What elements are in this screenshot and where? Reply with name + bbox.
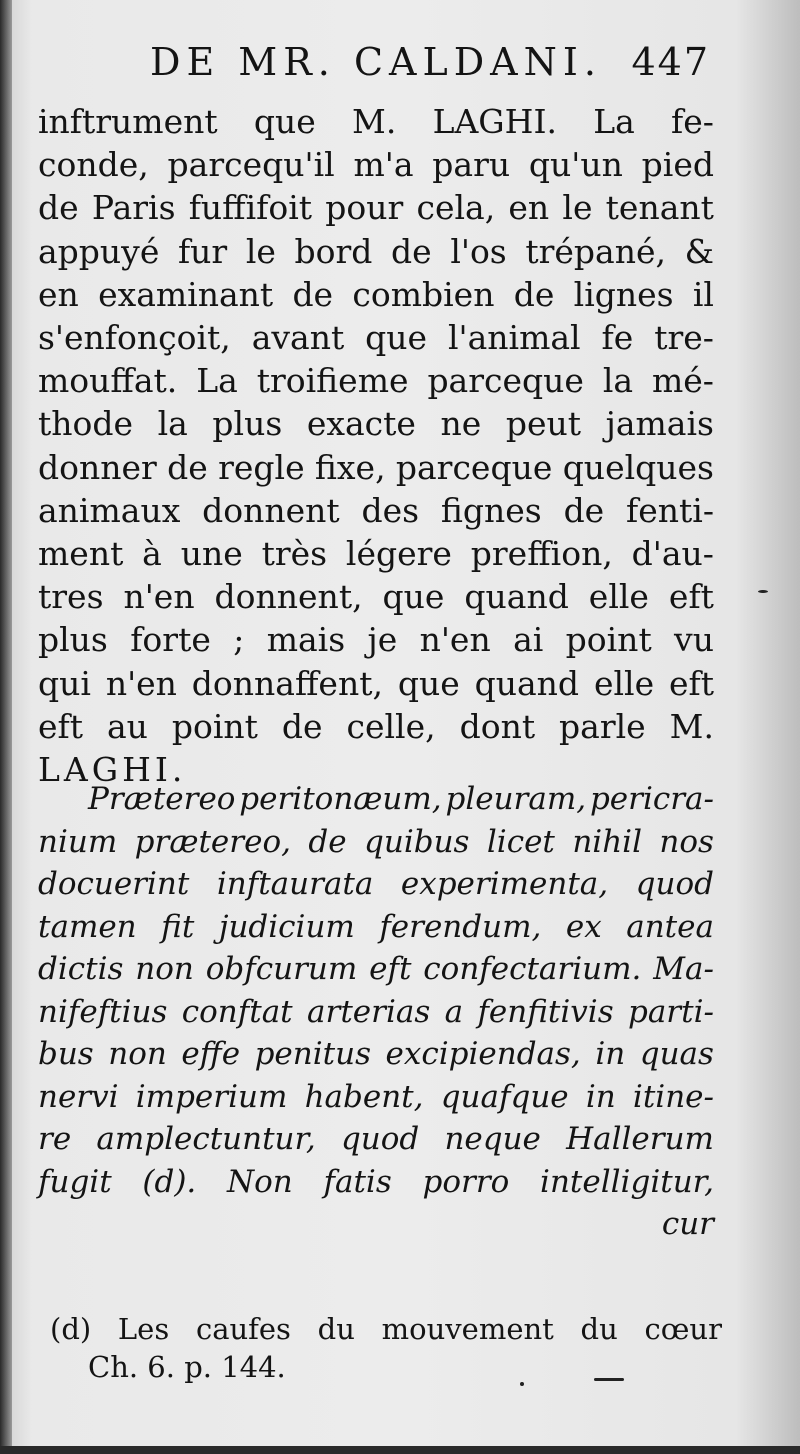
page-bottom-edge <box>0 1446 800 1454</box>
word: ai <box>513 620 544 660</box>
catchword-line <box>38 1203 714 1246</box>
word: fixe, <box>314 447 386 487</box>
word: thode <box>38 404 134 444</box>
word: ex <box>565 908 602 945</box>
word: quafque <box>440 1078 569 1115</box>
word: tre- <box>654 318 714 358</box>
word: cela, <box>416 188 496 228</box>
line-text: LAGHI. <box>38 750 187 790</box>
word: animaux <box>38 490 181 530</box>
word: donnaffent, <box>191 663 383 703</box>
word: l'os <box>450 231 507 271</box>
word: fugit <box>38 1163 112 1200</box>
text-line <box>38 1161 714 1204</box>
footnote <box>50 1310 722 1386</box>
word: habent, <box>304 1078 424 1115</box>
word: vu <box>674 620 714 660</box>
word: quod <box>340 1121 420 1157</box>
word: penitus <box>254 1036 371 1072</box>
word: & <box>684 231 714 271</box>
footnote-text: Ch. 6. p. 144. <box>88 1350 286 1384</box>
text-line <box>38 618 714 661</box>
word: pleuram, <box>445 781 587 817</box>
word: eft <box>38 706 84 746</box>
word: intelligitur, <box>540 1163 714 1200</box>
word: n'en <box>123 577 195 617</box>
word: jamais <box>605 404 714 444</box>
word: tres <box>38 577 104 617</box>
word: donner <box>38 447 157 487</box>
word: de <box>292 274 334 314</box>
word: docuerint <box>38 866 190 902</box>
word: caufes <box>195 1312 291 1346</box>
word: donnent <box>202 490 340 530</box>
word: inftaurata <box>216 866 374 902</box>
word: Ma- <box>653 951 714 987</box>
word: m'a <box>353 145 414 185</box>
word: M. <box>669 706 714 746</box>
word: M. <box>352 102 397 141</box>
text-line <box>38 662 714 705</box>
word: pericra- <box>589 781 714 817</box>
text-line <box>38 575 714 618</box>
word: (d) <box>50 1312 92 1346</box>
word: Non <box>227 1163 293 1200</box>
word: de <box>391 231 432 271</box>
word: très <box>261 534 328 574</box>
word: parceque <box>395 447 553 487</box>
word: de <box>281 706 323 746</box>
word: des <box>361 490 420 530</box>
text-line <box>38 273 714 316</box>
word: du <box>317 1312 355 1346</box>
word: ; <box>233 620 245 660</box>
page-gutter-shadow <box>0 0 12 1454</box>
word: Paris <box>91 188 176 228</box>
word: elle <box>593 663 655 703</box>
text-line <box>38 532 714 575</box>
word: point <box>565 620 652 660</box>
word: bord <box>294 231 373 271</box>
word: eft <box>369 951 412 987</box>
word: parceque <box>427 361 584 401</box>
word: lignes <box>573 274 674 314</box>
word: qu'un <box>528 145 623 185</box>
word: exacte <box>306 404 416 444</box>
word: plus <box>212 404 283 444</box>
text-line <box>38 359 714 402</box>
word: fatis <box>323 1163 392 1200</box>
text-line <box>38 948 714 991</box>
text-line <box>38 186 714 229</box>
word: d'au- <box>631 534 714 574</box>
running-head: DE MR. CALDANI. <box>150 40 602 84</box>
text-line <box>38 1076 714 1119</box>
word: examinant <box>98 274 274 314</box>
word: eft <box>668 577 714 617</box>
word: que <box>365 318 428 358</box>
word: La <box>593 102 635 141</box>
word: point <box>171 706 258 746</box>
word: en <box>508 188 550 228</box>
word: mouvement <box>381 1312 554 1346</box>
word: nifeftius <box>38 993 168 1030</box>
word: fenfitivis <box>477 993 614 1030</box>
word: fit <box>161 908 195 945</box>
word: inftrument <box>38 102 218 141</box>
word: en <box>38 274 79 314</box>
word: fuffifoit <box>188 188 313 228</box>
word: non <box>108 1036 167 1072</box>
word: peritonæum, <box>239 781 442 817</box>
word: LAGHI. <box>432 102 557 141</box>
page-number: 447 <box>631 40 710 84</box>
ink-speck <box>758 590 768 593</box>
word: imperium <box>135 1078 288 1115</box>
word: porro <box>422 1163 510 1200</box>
word: judicium <box>218 908 355 945</box>
word: Hallerum <box>566 1121 714 1157</box>
word: preffion, <box>470 534 613 574</box>
word: forte <box>130 620 211 660</box>
word: fe <box>601 318 634 358</box>
italic-paragraph <box>38 778 714 1246</box>
word: confectarium. <box>423 951 642 987</box>
page-header <box>150 40 710 100</box>
word: quelques <box>562 447 714 487</box>
text-line <box>38 316 714 359</box>
word: paru <box>432 145 511 185</box>
word: regle <box>218 447 305 487</box>
text-line <box>38 489 714 532</box>
word: l'animal <box>447 318 581 358</box>
word: n'en <box>105 663 177 703</box>
word: obfcurum <box>205 951 358 987</box>
word: le <box>245 231 276 271</box>
text-line <box>38 1033 714 1076</box>
text-line <box>38 906 714 949</box>
word: avant <box>251 318 345 358</box>
word: une <box>180 534 243 574</box>
word: qui <box>38 663 91 703</box>
word: à <box>142 534 162 574</box>
word: dont <box>459 706 536 746</box>
catchword: cur <box>661 1206 714 1242</box>
word: amplectuntur, <box>96 1121 316 1157</box>
word: antea <box>626 908 714 945</box>
word: cœur <box>644 1312 722 1346</box>
word: il <box>692 274 714 314</box>
word: Prætereo <box>88 781 236 817</box>
word: de <box>38 188 79 228</box>
text-line <box>38 1118 714 1161</box>
word: (d). <box>142 1163 197 1200</box>
word: tenant <box>605 188 714 228</box>
word: conde, <box>38 145 149 185</box>
word: celle, <box>346 706 436 746</box>
word: licet <box>486 823 555 860</box>
word: je <box>367 620 398 660</box>
word: s'enfonçoit, <box>38 318 231 358</box>
word: que <box>253 102 316 141</box>
word: conftat <box>181 993 293 1030</box>
word: trépané, <box>525 231 666 271</box>
text-line <box>38 863 714 906</box>
word: troifieme <box>256 361 409 401</box>
word: que <box>382 577 445 617</box>
word: prætereo, <box>134 823 291 860</box>
word: elle <box>588 577 649 617</box>
word: légere <box>345 534 452 574</box>
word: donnent, <box>214 577 363 617</box>
word: peut <box>505 404 582 444</box>
word: nervi <box>38 1078 119 1115</box>
word: de <box>167 447 208 487</box>
word: combien <box>352 274 495 314</box>
word: ment <box>38 534 124 574</box>
text-line <box>38 821 714 864</box>
word: quand <box>464 577 569 617</box>
ink-speck <box>520 1382 524 1386</box>
word: bus <box>38 1036 94 1072</box>
word: quas <box>639 1036 714 1072</box>
word: mais <box>266 620 346 660</box>
word: fur <box>177 231 228 271</box>
word: non <box>135 951 194 987</box>
word: ne <box>440 404 482 444</box>
word: de <box>513 274 555 314</box>
word: excipiendas, <box>385 1036 581 1072</box>
word: itine- <box>632 1078 714 1115</box>
word: la <box>602 361 634 401</box>
word: mouffat. <box>38 361 178 401</box>
word: la <box>157 404 188 444</box>
word: le <box>562 188 593 228</box>
roman-paragraph <box>38 100 714 791</box>
text-line <box>38 705 714 748</box>
word: appuyé <box>38 231 160 271</box>
word: au <box>106 706 148 746</box>
word: effe <box>181 1036 241 1072</box>
word: parle <box>559 706 646 746</box>
word: neque <box>444 1121 541 1157</box>
word: eft <box>668 663 714 703</box>
word: tamen <box>38 908 137 945</box>
word: de <box>308 823 347 860</box>
ink-speck <box>594 1378 624 1381</box>
text-line <box>38 143 714 186</box>
word: n'en <box>419 620 491 660</box>
word: quod <box>635 866 714 902</box>
word: fenti- <box>626 490 714 530</box>
word: quibus <box>364 823 470 860</box>
word: nium <box>38 823 118 860</box>
word: dictis <box>38 951 124 987</box>
word: nos <box>659 823 714 860</box>
text-line <box>38 446 714 489</box>
word: re <box>38 1121 72 1157</box>
word: in <box>595 1036 626 1072</box>
word: La <box>196 361 238 401</box>
word: parcequ'il <box>167 145 335 185</box>
text-line <box>38 402 714 445</box>
text-line <box>38 991 714 1034</box>
word: de <box>563 490 605 530</box>
word: a <box>444 993 464 1030</box>
word: mé- <box>651 361 714 401</box>
footnote-line <box>50 1310 722 1348</box>
word: pour <box>325 188 404 228</box>
text-line <box>38 100 714 143</box>
text-line <box>38 778 714 821</box>
word: parti- <box>627 993 714 1030</box>
text-line <box>38 230 714 273</box>
word: nihil <box>572 823 642 860</box>
word: du <box>580 1312 618 1346</box>
word: ferendum, <box>379 908 542 945</box>
word: que <box>397 663 460 703</box>
word: Les <box>117 1312 170 1346</box>
word: fe- <box>671 102 714 141</box>
word: experimenta, <box>400 866 609 902</box>
word: arterias <box>307 993 431 1030</box>
word: fignes <box>440 490 542 530</box>
word: pied <box>641 145 714 185</box>
word: plus <box>38 620 108 660</box>
word: in <box>585 1078 616 1115</box>
word: quand <box>474 663 580 703</box>
